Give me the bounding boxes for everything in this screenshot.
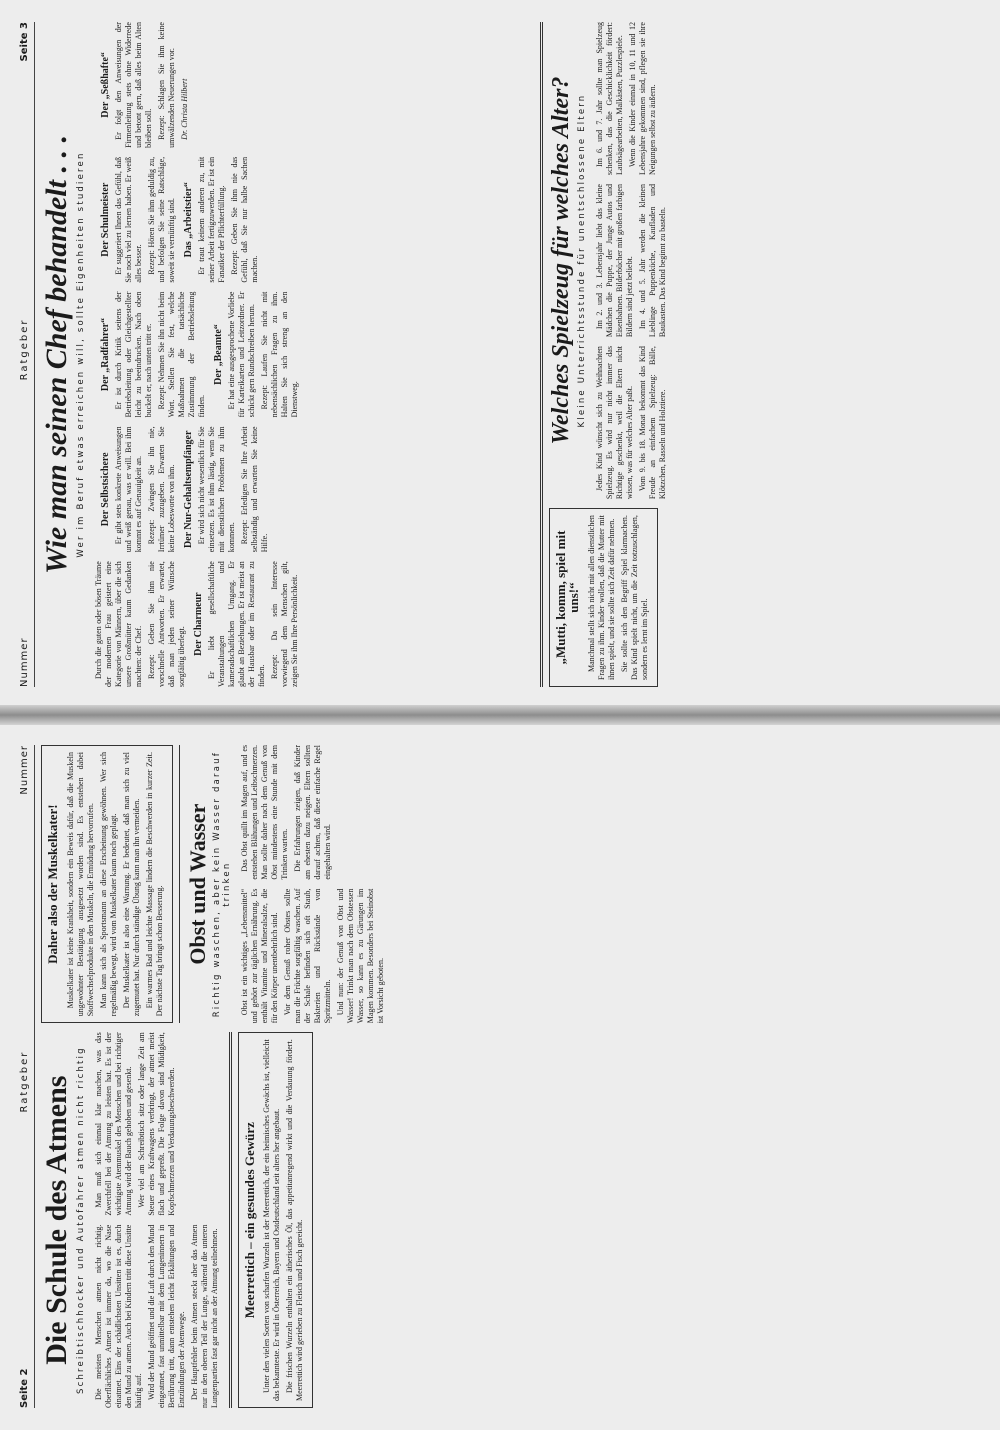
page-number: Seite 3: [18, 22, 30, 62]
muskelkater-paragraph: Der Muskelkater ist also eine Warnung. Er bedeutet, daß man sich zu viel zugemutet hat. Nur durch ständige Übung kann man ihn vermeiden.: [121, 752, 141, 1017]
section-title: Der Charmeur: [192, 592, 204, 656]
section-paragraph: Er hat eine ausgesprochene Vorliebe für Karteikarten und Leitzordner. Er schickt gern Rundschreiben herum.: [226, 291, 256, 418]
author-byline: Dr. Christa Hilbert: [179, 78, 189, 140]
kicker-obst: Richtig waschen, aber kein Wasser darauf trinken: [211, 751, 232, 1018]
spielzeug-paragraph: Wenn die Kinder einmal in 10, 11 und 12 Lebensjahre gekommen sind, pflegen sie ihre Neigungen selbst zu äußern.: [627, 22, 657, 176]
chef-col-1: [94, 561, 534, 687]
spielzeug-col-1: [595, 346, 671, 499]
section-paragraph: Er ist durch Kritik seitens der Betriebsleitung oder Gleichgestellter leicht zu beeindrucken. Nach oben buckelt er, nach unten tritt er.: [113, 291, 153, 418]
rubric-label: Ratgeber: [18, 318, 30, 381]
section-paragraph: Rezept: Nehmen Sie ihn nicht beim Wort. Stellen Sie fest, welche Maßnahmen die tatsächliche Zustimmung der Betriebsleitung finden.: [156, 291, 206, 418]
atmen-paragraph: Wird der Mund geöffnet und die Luft durch den Mund eingeatmet, fast unmittelbar mit dem Lungeninnern in Berührung tritt, dann entstehen leicht Erkältungen und Entzündungen der Atemwege.: [146, 1224, 186, 1408]
chef-col-4: [94, 157, 534, 283]
lower-right-columns: [549, 22, 671, 687]
divider: [229, 1032, 232, 1408]
kicker-atmen: Schreibtischhocker und Autofahrer atmen nicht richtig: [75, 1046, 86, 1395]
chef-col-2: [94, 426, 534, 552]
section-title: Der Schulmeister: [99, 182, 111, 257]
obst-paragraph: Vor dem Genuß roher Obstes sollte man die Früchte sorgfältig waschen. Auf der Schale befinden sich oft Staub, Bakterien und Rückstände von Spritzmitteln.: [282, 888, 332, 1024]
obst-col-1: [240, 889, 389, 1024]
obst-paragraph: Obst ist ein wichtiges „Lebensmittel“ und gehört zur täglichen Ernährung. Es enthält Vitamine und Mineralsalze, die für den Körper unentbehrlich sind.: [239, 888, 279, 1024]
section-paragraph: Rezept: Zwingen Sie ihn nie, Irrtümer zuzugeben. Erwarten Sie keine Lobesworte von ihm.: [146, 426, 176, 553]
spielzeug-paragraph: Vom 9. bis 18. Monat bekommt das Kind Freude an einfachem Spielzeug: Bälle, Klötzchen, Rasseln und Holztiere.: [637, 346, 667, 500]
mutti-paragraph: Manchmal stellt sich nicht mit allen dienstlichen Fragen zu ihm. Kinder wollen, daß die Mutter mit ihnen spielt, und sie sollte sich Zeit dafür nehmen.: [586, 515, 616, 680]
section-title: Das „Arbeitstier“: [182, 182, 194, 258]
section-paragraph: Rezept: Da sein Interesse vorwiegend dem Menschen gilt, zeigen Sie ihm Ihre Persönlichkeit.: [269, 561, 299, 687]
section-paragraph: Rezept: Laufen Sie nicht mit nebensächlichen Fragen zu ihm. Halten Sie sich streng an den Dienstweg.: [259, 291, 299, 418]
page-gutter: [0, 705, 1000, 725]
left-page: [0, 725, 1000, 1430]
column-muskelkater-obst: [41, 745, 389, 1023]
spielzeug-col-2: [595, 184, 671, 337]
muskelkater-paragraph: Ein warmes Bad und leichte Massage lindern die Beschwerden in kurzer Zeit. Der nächste Tag bringt schon Besserung.: [144, 752, 164, 1017]
headline-obst: Obst und Wasser: [184, 803, 210, 965]
atmen-paragraph: Der Hauptfehler beim Atmen steckt aber das Atmen nur in den oberen Teil der Lunge, während die unteren Lungenpartien fast gar nicht an der Atmung teilnehmen.: [189, 1224, 219, 1408]
box-meerrettich: [238, 1032, 314, 1408]
divider: [540, 22, 543, 687]
chef-intro-paragraph: Durch die guten oder bösen Träume der modernen Frau geistert eine Kategorie von Männern, über die sich unsere Großmütter kaum Gedanken machten: der Chef.: [93, 561, 143, 687]
page-header: [14, 22, 35, 687]
meerrettich-paragraph: Die frischen Wurzeln enthalten ein ätherisches Öl, das appetitanregend wirkt und die Verdauung fördert. Meerrettich wird gerieben zu Fleisch und Fisch gereicht.: [285, 1039, 305, 1401]
section-paragraph: Rezept: Geben Sie ihm nie das Gefühl, daß Sie nur halbe Sachen machen.: [229, 156, 259, 283]
spielzeug-paragraph: Im 2. und 3. Lebensjahr liebt das kleine Mädchen die Puppe, der Junge Autos und Eisenbahnen. Bilderbücher mit großen farbigen Bildern sind jetzt beliebt.: [594, 184, 634, 338]
spielzeug-text-columns: [595, 22, 671, 499]
section-paragraph: Rezept: Hören Sie ihm geduldig zu, und befolgen Sie seine Ratschläge, soweit sie vernünftig sind.: [146, 156, 176, 283]
rubric-label: Ratgeber: [18, 1050, 30, 1113]
atmen-col-2: [94, 1032, 223, 1215]
column-spielzeug: [549, 22, 671, 499]
headline-atmen: Die Schule des Atmens: [40, 1075, 73, 1365]
chef-col-3: [94, 292, 534, 418]
obst-col-2: [240, 745, 389, 880]
column-atmen: [41, 1032, 389, 1408]
headline-spielzeug: Welches Spielzeug für welches Alter?: [547, 76, 574, 445]
headline-meerrettich: Meerrettich – ein gesundes Gewürz: [241, 1122, 257, 1319]
page-number: Seite 2: [18, 1368, 30, 1408]
section-paragraph: Er wird sich nicht wesentlich für Sie einsetzen. Es ist ihm lästig, wenn Sie mit dienstlichen Problemen zu ihm kommen.: [196, 426, 236, 553]
issue-label: Nummer: [18, 745, 30, 795]
page-header: [14, 745, 35, 1408]
section-paragraph: Er folgt den Anweisungen der Firmenleitung stets ohne Widerrede und betont gern, daß alles beim Alten bleiben soll.: [113, 22, 153, 148]
section-title: Der „Radfahrer“: [99, 317, 111, 392]
left-page-columns: [41, 745, 389, 1408]
atmen-paragraph: Die meisten Menschen atmen nicht richtig. Oberflächliches Atmen ist immer da, wo die Nase einatmet. Eins der schädlichsten Unsitten ist es, durch den Mund zu atmen. Auch bei Kindern tritt diese Unsitte häufig auf.: [93, 1224, 143, 1408]
mutti-paragraph: Sie sollte sich den Begriff Spiel klarmachen. Das Kind spielt nicht, um die Zeit totzuschlagen, sondern es lernt im Spiel.: [619, 515, 649, 680]
meerrettich-paragraph: Unter den vielen Sorten von scharfen Wurzeln ist der Meerrettich, der ein heimisches Gewächs ist, vielleicht das bekannteste. Er wird in Österreich, Bayern und Ostdeutschland seit alters her angebaut.: [262, 1039, 282, 1401]
kicker-chef: Wer im Beruf etwas erreichen will, sollte Eigenheiten studieren: [75, 151, 86, 558]
section-paragraph: Er traut keinem anderen zu, mit seiner Arbeit fertigzuwerden. Er ist ein Fanatiker der Pflichterfüllung.: [196, 156, 226, 283]
section-paragraph: Rezept: Erledigen Sie Ihre Arbeit selbständig und erwarten Sie keine Hilfe.: [239, 426, 269, 553]
section-title: Der Selbstsichere: [99, 452, 111, 527]
headline-mutti: „Mutti, komm, spiel mit uns!“: [552, 530, 582, 665]
obst-paragraph: Die Erfahrungen zeigen, daß Kinder am ehesten dazu neigen. Eltern sollten darauf achten, daß diese einfache Regel eingehalten wird.: [292, 744, 332, 880]
section-paragraph: Er gibt stets konkrete Anweisungen und weiß genau, was er will. Bei ihm kommt es auf Genauigkeit an.: [113, 426, 143, 553]
headline-chef: Wie man seinen Chef behandelt . . .: [40, 135, 73, 574]
chef-intro-paragraph: Rezept: Geben Sie ihm nie vorschnelle Antworten. Er erwartet, daß man jeden seiner Wünsche sorgfältig überlegt.: [146, 561, 186, 687]
section-paragraph: Rezept: Schlagen Sie ihm keine umwälzenden Neuerungen vor.: [156, 22, 176, 148]
obst-text-columns: [240, 745, 389, 1023]
section-paragraph: Er liebt gesellschaftliche Veranstaltungen und kameradschaftlichen Umgang. Er glaubt an Beziehungen. Er ist meist an der Hausbar oder im Restaurant zu finden.: [206, 561, 266, 687]
chef-text-columns: [94, 22, 534, 687]
issue-label: Nummer: [18, 637, 30, 687]
spielzeug-col-3: [595, 22, 671, 175]
section-paragraph: Er suggeriert Ihnen das Gefühl, daß Sie noch viel zu lernen haben. Er weiß alles besser.: [113, 156, 143, 283]
spielzeug-paragraph: Jedes Kind wünscht sich zu Weihnachten Spielzeug. Es wird nur nicht immer das Richtige geschenkt, weil die Eltern nicht wissen, was für welches Alter paßt.: [594, 346, 634, 500]
obst-paragraph: Und nun: der Genuß von Obst und Wasser! Trinkt man nach dem Obstessen Wasser, so kann es zu Gärungen im Magen kommen. Besonders bei Steinobst ist Vorsicht geboten.: [335, 888, 385, 1024]
chef-col-5: [94, 22, 534, 148]
atmen-text-columns: [94, 1032, 223, 1408]
divider: [179, 745, 180, 1023]
kicker-spielzeug: Kleine Unterrichtsstunde für unentschlossene Eltern: [576, 93, 587, 428]
box-mutti: [549, 508, 658, 687]
spielzeug-paragraph: Im 6. und 7. Jahr sollte man Spielzeug schenken, das die Geschicklichkeit fördert: Laubsägearbeiten, Malkästen, Puzzlespiele.: [594, 22, 624, 176]
section-title: Der „Seßhafte“: [99, 52, 111, 118]
atmen-paragraph: Wer viel am Schreibtisch sitzt oder lange Zeit am Steuer eines Kraftwagens verbringt, der atmet meist flach und gepreßt. Die Folge davon sind Müdigkeit, Kopfschmerzen und Verdauungsbeschwerden.: [136, 1032, 176, 1216]
section-title: Der Nur-Gehaltsempfänger: [182, 430, 194, 549]
right-page: [0, 0, 1000, 705]
section-title: Der „Beamte“: [212, 324, 224, 385]
atmen-col-1: [94, 1225, 223, 1408]
spielzeug-paragraph: Im 4. und 5. Jahr werden die kleinen Lieblinge Puppenküche, Kaufladen und Baukasten. Das Kind beginnt zu basteln.: [637, 184, 667, 338]
column-mutti: [549, 508, 671, 687]
headline-muskelkater: Daher also der Muskelkater!: [45, 804, 60, 964]
box-muskelkater: [41, 745, 173, 1023]
atmen-paragraph: Man muß sich einmal klar machen, was das Zwerchfell bei der Atmung zu leisten hat. Es ist der wichtigste Atemmuskel des Menschen und bei richtiger Atmung wird der Bauch gehoben und gesenkt.: [93, 1032, 133, 1216]
obst-paragraph: Das Obst quillt im Magen auf, und es entstehen Blähungen und Leibschmerzen. Man sollte daher nach dem Genuß von Obst mindestens eine Stunde mit dem Trinken warten.: [239, 744, 289, 880]
muskelkater-paragraph: Man kann sich als Sportsmann an diese Erscheinung gewöhnen. Wer sich regelmäßig bewegt, wird vom Muskelkater kaum noch geplagt.: [98, 752, 118, 1017]
muskelkater-paragraph: Muskelkater ist keine Krankheit, sondern ein Beweis dafür, daß die Muskeln ungewohnter Bestätigung ausgesetzt worden sind. Es entstehen dabei Stoffwechselprodukte in den Muskeln, die Ermüdung hervorrufen.: [65, 752, 95, 1017]
